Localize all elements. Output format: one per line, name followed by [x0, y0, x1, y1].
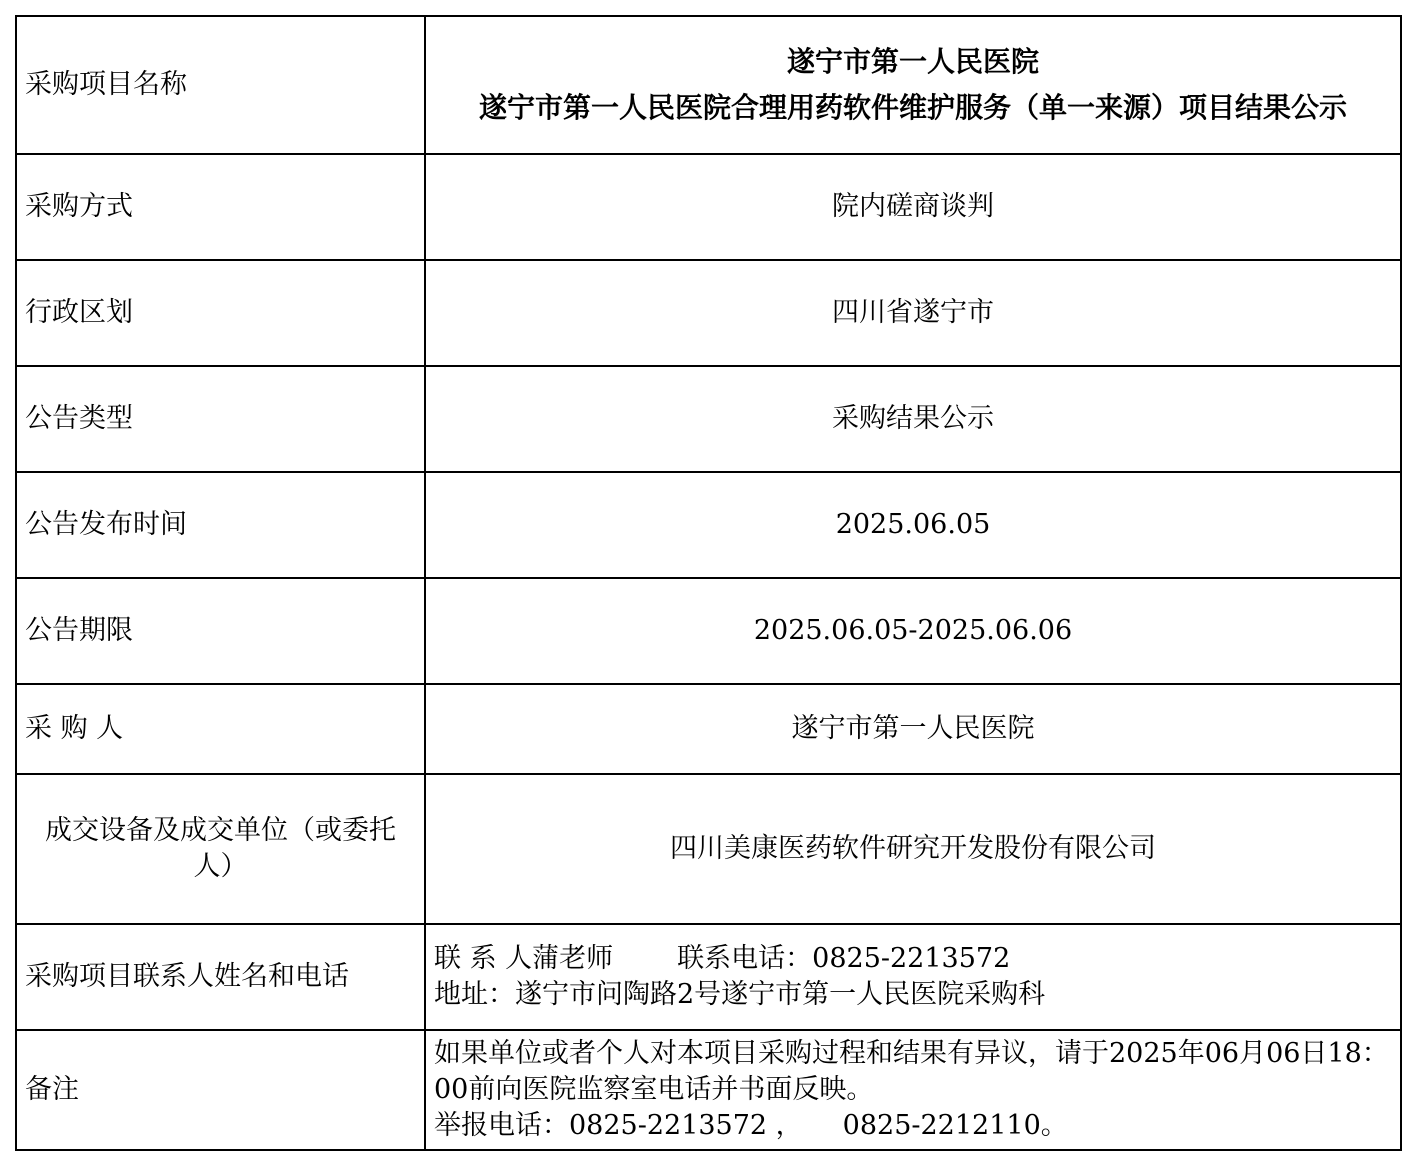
contact-person: 联 系 人蒲老师	[434, 943, 614, 974]
purchaser-label: 采 购 人	[16, 684, 425, 774]
method-label: 采购方式	[16, 154, 425, 260]
table-row	[16, 154, 1401, 260]
notice-type-label: 公告类型	[16, 366, 425, 472]
region-value: 四川省遂宁市	[425, 260, 1401, 366]
region-label: 行政区划	[16, 260, 425, 366]
procurement-notice-table	[15, 15, 1402, 1151]
report-phone-2: 0825-2212110。	[842, 1110, 1068, 1141]
publish-time-label: 公告发布时间	[16, 472, 425, 578]
period-label: 公告期限	[16, 578, 425, 684]
method-value: 院内磋商谈判	[425, 154, 1401, 260]
table-row	[16, 578, 1401, 684]
publish-time-value: 2025.06.05	[425, 472, 1401, 578]
table-row	[16, 1030, 1401, 1150]
winner-label: 成交设备及成交单位（或委托人）	[16, 774, 425, 924]
contact-label: 采购项目联系人姓名和电话	[16, 924, 425, 1030]
remarks-label: 备注	[16, 1030, 425, 1150]
table-row	[16, 366, 1401, 472]
contact-line	[434, 941, 1392, 977]
purchaser-value: 遂宁市第一人民医院	[425, 684, 1401, 774]
table-row	[16, 774, 1401, 924]
report-phone-line	[434, 1108, 1392, 1144]
contact-value	[425, 924, 1401, 1030]
table-row	[16, 260, 1401, 366]
table-row	[16, 924, 1401, 1030]
report-phone-1: 举报电话：0825-2213572 ，	[434, 1110, 803, 1141]
table-row	[16, 684, 1401, 774]
table-row	[16, 16, 1401, 154]
project-name-value	[425, 16, 1401, 154]
remarks-value	[425, 1030, 1401, 1150]
period-value: 2025.06.05-2025.06.06	[425, 578, 1401, 684]
remarks-text: 如果单位或者个人对本项目采购过程和结果有异议，请于2025年06月06日18：00前向医院监察室电话并书面反映。	[434, 1038, 1389, 1105]
project-title-line1: 遂宁市第一人民医院	[786, 45, 1039, 78]
winner-value: 四川美康医药软件研究开发股份有限公司	[425, 774, 1401, 924]
contact-phone: 联系电话：0825-2213572	[677, 943, 1011, 974]
project-title-line2: 遂宁市第一人民医院合理用药软件维护服务（单一来源）项目结果公示	[478, 91, 1347, 124]
table-row	[16, 472, 1401, 578]
contact-address: 地址：遂宁市问陶路2号遂宁市第一人民医院采购科	[434, 979, 1046, 1010]
project-name-label: 采购项目名称	[16, 16, 425, 154]
notice-type-value: 采购结果公示	[425, 366, 1401, 472]
